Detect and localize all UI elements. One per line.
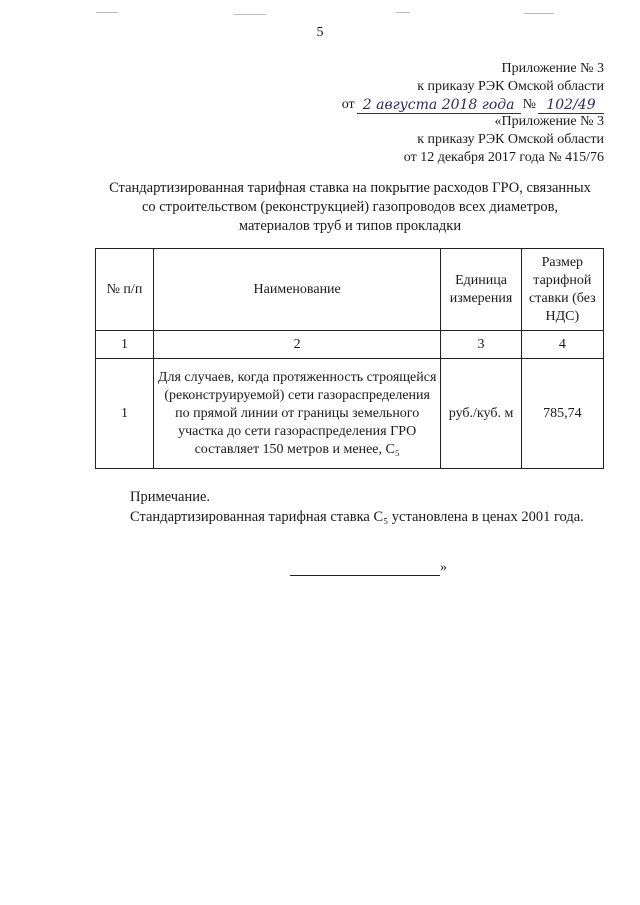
header-cell-rate: Размер тарифной ставки (без НДС) <box>521 249 603 331</box>
prev-appendix-order-date: от 12 декабря 2017 года № 415/76 <box>403 150 604 165</box>
previous-appendix-header <box>404 113 604 167</box>
header-cell-name: Наименование <box>153 249 441 331</box>
title-line-2: со строительством (реконструкцией) газопроводов всех диаметров, <box>141 199 559 215</box>
appendix-header <box>417 60 604 96</box>
note-text: Стандартизированная тарифная ставка C₅ установлена в ценах 2001 года. <box>130 509 584 525</box>
document-title <box>60 179 640 236</box>
page-number: 5 <box>316 25 324 40</box>
row-rate: 785,74 <box>521 359 603 469</box>
appendix-title: Приложение № 3 <box>501 61 604 76</box>
title-line-3: материалов труб и типов прокладки <box>238 218 462 234</box>
column-number: 3 <box>441 331 521 359</box>
column-number-row <box>96 331 604 359</box>
handwritten-order-date: 2 августа 2018 года <box>357 97 521 114</box>
appendix-order-ref: к приказу РЭК Омской области <box>417 79 604 94</box>
column-number: 2 <box>153 331 441 359</box>
column-number: 4 <box>521 331 603 359</box>
row-unit: руб./куб. м <box>441 359 521 469</box>
order-number-prefix: № <box>522 97 536 112</box>
header-cell-number: № п/п <box>96 249 154 331</box>
order-date-prefix: от <box>341 97 355 112</box>
tariff-table <box>95 248 604 469</box>
table-header-row <box>96 249 604 331</box>
note-label: Примечание. <box>130 489 211 505</box>
table-row <box>96 359 604 469</box>
closing-line <box>290 560 447 576</box>
signature-underline <box>290 561 440 576</box>
column-number: 1 <box>96 331 154 359</box>
prev-appendix-title: «Приложение № 3 <box>494 114 604 129</box>
note-block <box>130 487 630 527</box>
row-number: 1 <box>96 359 154 469</box>
row-name: Для случаев, когда протяженность строящейся (реконструируемой) сети газораспределения по прямой линии от границы земельного участка до сети газораспределения ГРО составляет 150 метров и менее, C₅ <box>153 359 441 469</box>
closing-quote: » <box>440 560 447 575</box>
prev-appendix-order-ref: к приказу РЭК Омской области <box>417 132 604 147</box>
header-cell-unit: Единица измерения <box>441 249 521 331</box>
order-date-line <box>342 96 604 114</box>
title-line-1: Стандартизированная тарифная ставка на покрытие расходов ГРО, связанных <box>109 180 591 196</box>
handwritten-order-number: 102/49 <box>538 97 604 114</box>
